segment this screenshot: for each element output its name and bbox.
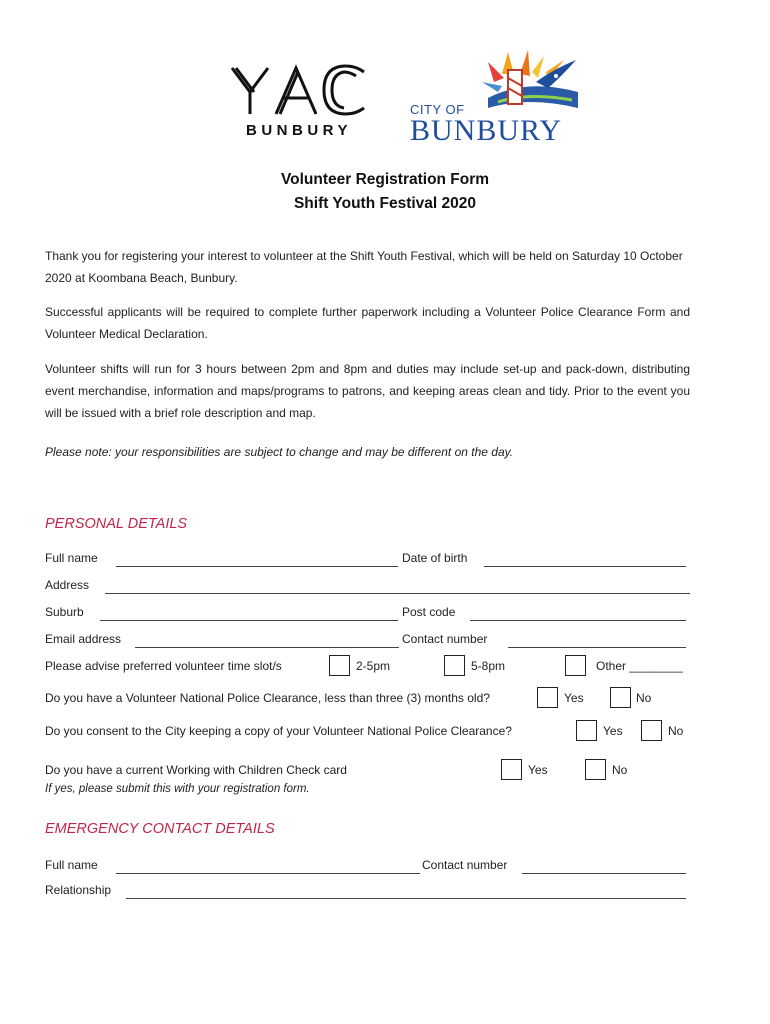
- emergency-full-name-field[interactable]: [116, 873, 420, 874]
- police-yes-checkbox[interactable]: [537, 687, 558, 708]
- yac-logo-text: BUNBURY: [246, 122, 352, 139]
- slot-2-5pm-label: 2-5pm: [356, 659, 391, 673]
- contact-number-label: Contact number: [402, 632, 488, 646]
- emergency-contact-number-field[interactable]: [522, 873, 686, 874]
- relationship-label: Relationship: [45, 883, 112, 897]
- slot-5-8pm-label: 5-8pm: [471, 659, 506, 673]
- slot-other-label: Other ________: [596, 659, 683, 673]
- intro-paragraph-1: Thank you for registering your interest to volunteer at the Shift Youth Festival, which will be held on Saturday 10 October 2020 at Koombana Beach, Bunbury.: [45, 249, 683, 285]
- wwc-no-checkbox[interactable]: [585, 759, 606, 780]
- lighthouse-emblem-icon: [468, 48, 586, 114]
- intro-paragraph-3: Volunteer shifts will run for 3 hours between 2pm and 8pm and duties may include set-up and pack-down, distributing event merchandise, information and maps/programs to patrons, and keeping areas clean and tidy. Prior to the event you will be issued with a brief role description and map.: [45, 362, 690, 420]
- wwc-note: If yes, please submit this with your registration form.: [45, 783, 310, 795]
- emergency-contact-heading: EMERGENCY CONTACT DETAILS: [45, 821, 275, 837]
- post-code-label: Post code: [402, 605, 456, 619]
- emergency-contact-number-label: Contact number: [422, 858, 508, 872]
- relationship-field[interactable]: [126, 898, 686, 899]
- time-slot-question: Please advise preferred volunteer time slot/s: [45, 659, 282, 673]
- date-of-birth-field[interactable]: [484, 566, 686, 567]
- form-title: Volunteer Registration Form: [280, 171, 490, 188]
- email-field[interactable]: [135, 647, 399, 648]
- intro-paragraph-2: Successful applicants will be required to complete further paperwork including a Volunteer Police Clearance Form and Volunteer Medical Declaration.: [45, 305, 690, 341]
- consent-yes-label: Yes: [603, 724, 623, 738]
- slot-5-8pm-checkbox[interactable]: [444, 655, 465, 676]
- address-field[interactable]: [105, 593, 690, 594]
- slot-2-5pm-checkbox[interactable]: [329, 655, 350, 676]
- form-subtitle: Shift Youth Festival 2020: [293, 195, 477, 212]
- emergency-full-name-label: Full name: [45, 858, 98, 872]
- wwc-yes-label: Yes: [528, 763, 548, 777]
- full-name-field[interactable]: [116, 566, 398, 567]
- suburb-field[interactable]: [100, 620, 398, 621]
- police-clearance-question: Do you have a Volunteer National Police Clearance, less than three (3) months old?: [45, 691, 490, 705]
- personal-details-heading: PERSONAL DETAILS: [45, 516, 188, 532]
- police-no-label: No: [636, 691, 652, 705]
- city-name-text: BUNBURY: [410, 114, 563, 147]
- police-no-checkbox[interactable]: [610, 687, 631, 708]
- police-yes-label: Yes: [564, 691, 584, 705]
- city-of-bunbury-logo: [408, 48, 588, 153]
- slot-other-checkbox[interactable]: [565, 655, 586, 676]
- yac-mark-icon: [228, 62, 370, 118]
- address-label: Address: [45, 578, 90, 592]
- consent-no-label: No: [668, 724, 684, 738]
- city-of-text: CITY OF: [410, 102, 465, 117]
- responsibility-note: Please note: your responsibilities are subject to change and may be different on the day.: [45, 445, 514, 459]
- consent-yes-checkbox[interactable]: [576, 720, 597, 741]
- wwc-yes-checkbox[interactable]: [501, 759, 522, 780]
- email-label: Email address: [45, 632, 122, 646]
- contact-number-field[interactable]: [508, 647, 686, 648]
- wwc-no-label: No: [612, 763, 628, 777]
- consent-question: Do you consent to the City keeping a copy of your Volunteer National Police Clearance?: [45, 724, 512, 738]
- date-of-birth-label: Date of birth: [402, 551, 468, 565]
- full-name-label: Full name: [45, 551, 98, 565]
- post-code-field[interactable]: [470, 620, 686, 621]
- wwc-question: Do you have a current Working with Children Check card: [45, 763, 347, 777]
- yac-logo: [228, 62, 370, 144]
- suburb-label: Suburb: [45, 605, 84, 619]
- consent-no-checkbox[interactable]: [641, 720, 662, 741]
